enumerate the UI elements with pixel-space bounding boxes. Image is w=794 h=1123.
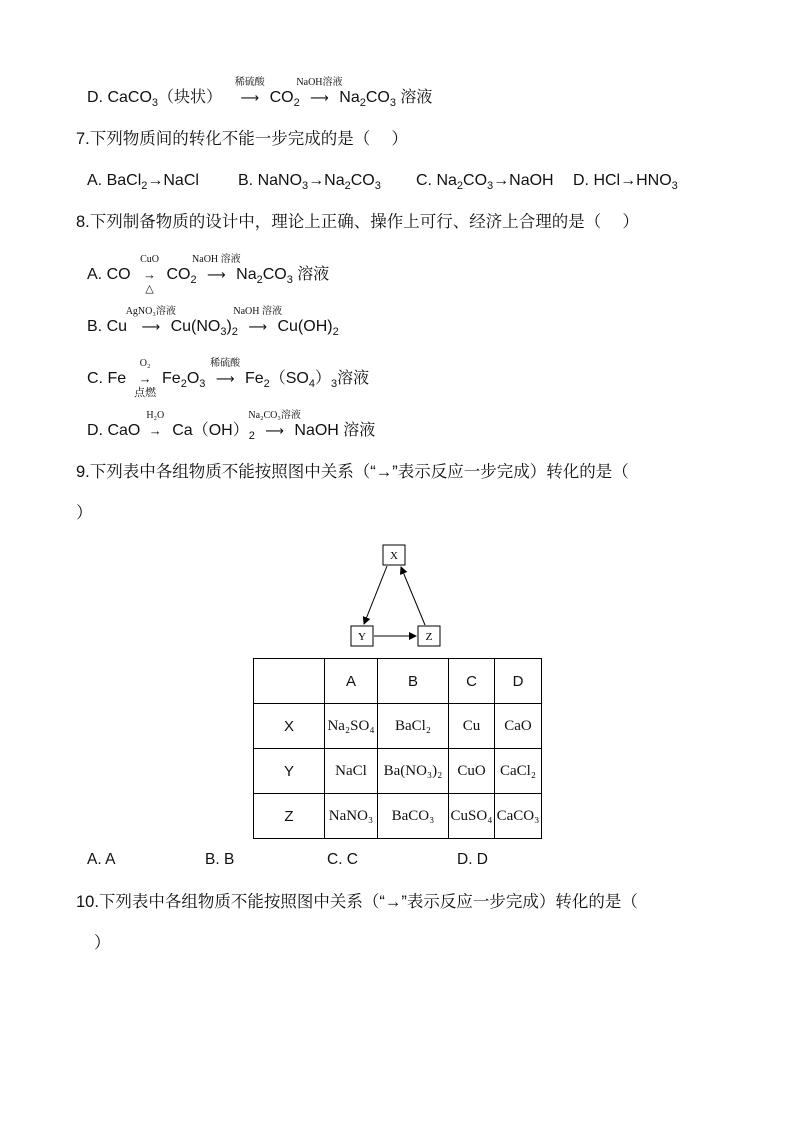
subscript: 2 bbox=[231, 326, 238, 339]
row-label: Y bbox=[254, 749, 325, 794]
text: Cu(OH) bbox=[277, 318, 333, 335]
arrow-x-to-y bbox=[364, 566, 387, 624]
q7-option-c bbox=[416, 171, 554, 196]
table-cell: NaNO₃ bbox=[325, 794, 378, 839]
subscript: 3 bbox=[374, 180, 381, 193]
row-label: X bbox=[254, 704, 325, 749]
table-header-cell: B bbox=[378, 659, 449, 704]
text: Na bbox=[236, 266, 257, 283]
reagent: H₂O bbox=[146, 410, 165, 421]
node-z: Z bbox=[425, 631, 433, 643]
text: A. BaCl bbox=[87, 172, 142, 189]
subscript: 3 bbox=[286, 274, 293, 287]
text: NaOH 溶液 bbox=[294, 422, 376, 439]
subscript: 3 bbox=[151, 97, 159, 110]
table-cell: CaO bbox=[495, 704, 542, 749]
reagent: O₂ bbox=[139, 358, 151, 369]
subscript: 3 bbox=[302, 180, 309, 193]
subscript: 3 bbox=[331, 378, 338, 391]
reaction-arrow: O₂ → 点燃 bbox=[139, 369, 152, 389]
text: →NaOH bbox=[493, 172, 554, 189]
text: CO bbox=[269, 89, 294, 106]
table-cell: Ba(NO₃)₂ bbox=[378, 749, 449, 794]
table-cell: BaCO₃ bbox=[378, 794, 449, 839]
subscript: 3 bbox=[487, 180, 494, 193]
text: ) bbox=[226, 318, 232, 335]
subscript: 2 bbox=[293, 97, 300, 110]
table-header-cell: C bbox=[449, 659, 495, 704]
table-header-row bbox=[254, 659, 542, 704]
subscript: 2 bbox=[456, 180, 464, 193]
text: 溶液 bbox=[337, 370, 370, 387]
subscript: 2 bbox=[332, 326, 339, 339]
table-row bbox=[254, 704, 542, 749]
condition: △ bbox=[145, 283, 154, 295]
reaction-arrow: Na₂CO₃溶液 ⟶ bbox=[265, 421, 284, 441]
reaction-arrow: NaOH 溶液 ⟶ bbox=[248, 317, 267, 337]
reagent: NaOH溶液 bbox=[296, 77, 343, 88]
text: D. CaO bbox=[87, 422, 141, 439]
subscript: 2 bbox=[344, 180, 351, 193]
table-cell: NaCl bbox=[325, 749, 378, 794]
xyz-cycle-diagram bbox=[345, 540, 455, 650]
q9-option-d: D. D bbox=[457, 851, 488, 868]
subscript: 2 bbox=[248, 430, 255, 443]
q9-stem-close: ） bbox=[76, 504, 93, 522]
text: CO bbox=[166, 266, 191, 283]
q9-table bbox=[253, 658, 542, 839]
q9-stem: 9.下列表中各组物质不能按照图中关系（“→”表示反应一步完成）转化的是（ bbox=[76, 463, 629, 481]
node-x: X bbox=[390, 550, 398, 562]
q10-stem-close: ） bbox=[94, 934, 111, 952]
table-cell: Na₂SO₄ bbox=[325, 704, 378, 749]
subscript: 3 bbox=[220, 326, 227, 339]
table-header-cell: D bbox=[495, 659, 542, 704]
text: D. CaCO bbox=[87, 89, 152, 106]
text: B. Cu bbox=[87, 318, 128, 335]
table-cell: Cu bbox=[449, 704, 495, 749]
reagent: CuO bbox=[140, 254, 159, 265]
reagent: NaOH 溶液 bbox=[233, 306, 282, 317]
subscript: 4 bbox=[308, 378, 315, 391]
text: CO bbox=[463, 172, 488, 189]
text: →Na bbox=[308, 172, 345, 189]
reagent: AgNO₃溶液 bbox=[125, 306, 176, 317]
text: B. NaNO bbox=[238, 172, 303, 189]
row-label: Z bbox=[254, 794, 325, 839]
q9-option-a: A. A bbox=[87, 851, 116, 868]
text: CO bbox=[262, 266, 287, 283]
text: 溶液 bbox=[395, 89, 433, 106]
text: Fe bbox=[162, 370, 181, 387]
table-cell: BaCl₂ bbox=[378, 704, 449, 749]
table-cell: CaCl₂ bbox=[495, 749, 542, 794]
condition: 点燃 bbox=[134, 387, 157, 399]
reagent: 稀硫酸 bbox=[234, 77, 265, 88]
reagent: Na₂CO₃溶液 bbox=[248, 410, 301, 421]
table-header-cell bbox=[254, 659, 325, 704]
table-header-cell: A bbox=[325, 659, 378, 704]
q7-option-a bbox=[87, 171, 199, 196]
node-y: Y bbox=[358, 631, 366, 643]
text: （SO bbox=[269, 370, 309, 387]
text: ） bbox=[315, 370, 332, 387]
text: CO bbox=[350, 172, 375, 189]
text: Ca（OH） bbox=[172, 422, 249, 439]
table-cell: CuO bbox=[449, 749, 495, 794]
q7-option-b bbox=[238, 171, 381, 196]
text: A. CO bbox=[87, 266, 131, 283]
reaction-arrow: 稀硫酸 ⟶ bbox=[216, 369, 235, 389]
reagent: NaOH 溶液 bbox=[192, 254, 241, 265]
arrow-z-to-x bbox=[401, 567, 425, 625]
reaction-arrow: NaOH 溶液 ⟶ bbox=[207, 265, 226, 285]
text: C. Fe bbox=[87, 370, 127, 387]
q8-option-d bbox=[87, 410, 376, 446]
text: D. HCl→HNO bbox=[573, 172, 672, 189]
subscript: 3 bbox=[389, 97, 396, 110]
table-row bbox=[254, 749, 542, 794]
table-cell: CuSO₄ bbox=[449, 794, 495, 839]
subscript: 2 bbox=[359, 97, 366, 110]
text: →NaCl bbox=[147, 172, 199, 189]
subscript: 2 bbox=[256, 274, 263, 287]
text: CO bbox=[365, 89, 390, 106]
subscript: 2 bbox=[141, 180, 148, 193]
text: Cu(NO bbox=[170, 318, 221, 335]
reaction-arrow: H₂O → bbox=[149, 421, 162, 441]
reagent: 稀硫酸 bbox=[210, 358, 241, 369]
reaction-arrow: CuO → △ bbox=[143, 265, 156, 285]
q8-option-c bbox=[87, 358, 370, 399]
q8-option-a bbox=[87, 254, 330, 295]
q10-stem: 10.下列表中各组物质不能按照图中关系（“→”表示反应一步完成）转化的是（ bbox=[76, 893, 638, 911]
q8-stem: 8.下列制备物质的设计中，理论上正确、操作上可行、经济上合理的是（ ） bbox=[76, 213, 639, 231]
table-row bbox=[254, 794, 542, 839]
text: Fe bbox=[244, 370, 264, 387]
q7-option-d bbox=[573, 171, 678, 196]
q9-option-b: B. B bbox=[205, 851, 235, 868]
reaction-arrow: 稀硫酸 ⟶ bbox=[241, 88, 260, 108]
q7-stem: 7.下列物质间的转化不能一步完成的是（ ） bbox=[76, 130, 408, 148]
option-d-line-top bbox=[87, 77, 433, 113]
subscript: 3 bbox=[199, 378, 206, 391]
subscript: 2 bbox=[190, 274, 197, 287]
subscript: 2 bbox=[263, 378, 270, 391]
text: C. Na bbox=[416, 172, 457, 189]
subscript: 3 bbox=[671, 180, 678, 193]
text: O bbox=[186, 370, 200, 387]
reaction-arrow: AgNO₃溶液 ⟶ bbox=[141, 317, 160, 337]
reaction-arrow: NaOH溶液 ⟶ bbox=[310, 88, 329, 108]
text: Na bbox=[339, 89, 360, 106]
text: （块状） bbox=[158, 89, 223, 106]
subscript: 2 bbox=[180, 378, 187, 391]
text: 溶液 bbox=[292, 266, 330, 283]
q8-option-b bbox=[87, 306, 339, 342]
q9-option-c: C. C bbox=[327, 851, 358, 868]
table-cell: CaCO₃ bbox=[495, 794, 542, 839]
